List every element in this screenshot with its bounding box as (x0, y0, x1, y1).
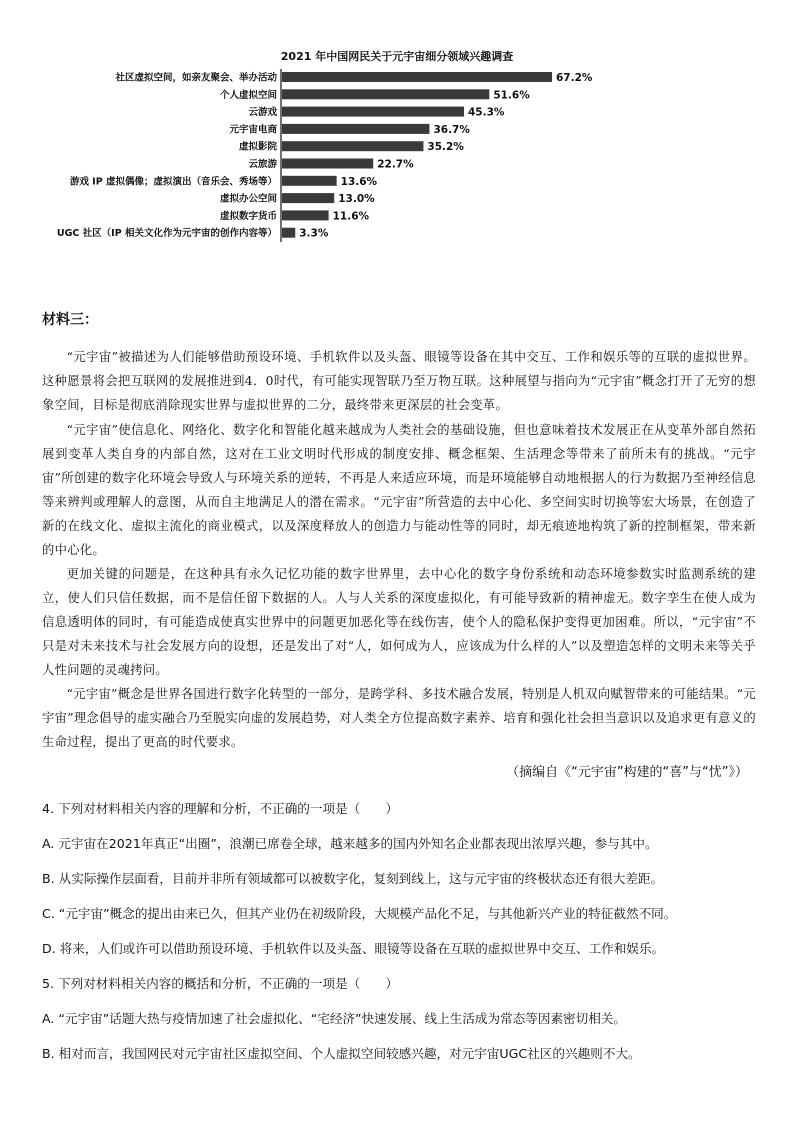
chart-bar (282, 210, 329, 220)
chart-value-label: 22.7% (377, 158, 414, 171)
chart-bar (282, 159, 373, 169)
chart-category-label: 元宇宙电商 (229, 124, 277, 136)
chart-bar (282, 124, 429, 134)
chart-value-label: 13.0% (338, 193, 375, 206)
chart-value-label: 3.3% (299, 227, 329, 240)
chart-category-label: 云旅游 (248, 159, 277, 170)
question-4-option-a: A. 元宇宙在2021年真正“出圈”，浪潮已席卷全球，越来越多的国内外知名企业都表现出浓厚兴趣，参与其中。 (42, 836, 658, 851)
chart-category-label: 社区虚拟空间，如亲友聚会、举办活动 (115, 72, 277, 84)
question-5-option-a: A. “元宇宙”话题大热与疫情加速了社会虚拟化、“宅经济”快速发展、线上生活成为常态等因素密切相关。 (42, 1011, 627, 1026)
chart-value-label: 11.6% (332, 210, 370, 223)
chart-title: 2021 年中国网民关于元宇宙细分领域兴趣调查 (280, 50, 514, 63)
paragraph-1: “元宇宙”被描述为人们能够借助预设环境、手机软件以及头盔、眼镜等设备在其中交互、工作和娱乐等的互联的虚拟世界。这种愿景将会把互联网的发展推进到4．0时代，有可能实现智联乃至万物互联。这种展望与指向为“元宇宙”概念打开了无穷的想象空间，目标是彻底消除现实世界与虚拟世界的二分，最终带来更深层的社会变革。 (42, 350, 756, 412)
chart-category-label: 游戏 IP 虚拟偶像；虚拟演出（音乐会、秀场等） (69, 176, 277, 188)
paragraph-3: 更加关键的问题是，在这种具有永久记忆功能的数字世界里，去中心化的数字身份系统和动态环境参数实时监测系统的建立，使人们只信任数据，而不是信任留下数据的人。人与人关系的深度虚拟化，有可能导致新的精神虚无。数字孪生在使人成为信息透明体的同时，有可能造成使真实世界中的问题更加恶化等在线伤害，使个人的隐私保护变得更加困难。所以，“元宇宙”不只是对未来技术与社会发展方向的设想，还是发出了对“人，如何成为人，应该成为什么样的人”以及塑造怎样的文明未来等关乎人性问题的灵魂拷问。 (42, 567, 756, 677)
chart-category-label: 云游戏 (248, 107, 277, 119)
section-title: 材料三： (42, 312, 98, 328)
chart-bar (282, 89, 489, 99)
chart-value-label: 13.6% (340, 175, 378, 188)
question-5-option-b: B. 相对而言，我国网民对元宇宙社区虚拟空间、个人虚拟空间较感兴趣，对元宇宙UGC社区的兴趣则不大。 (42, 1046, 641, 1061)
chart-value-label: 51.6% (493, 89, 530, 102)
question-5-stem: 5. 下列对材料相关内容的概括和分析，不正确的一项是（ ） (42, 976, 399, 991)
source-citation: （摘编自《“元宇宙”构建的“喜”与“忧”》） (506, 765, 748, 780)
question-4-option-b: B. 从实际操作层面看，目前并非所有领域都可以被数字化，复刻到线上，这与元宇宙的终极状态还有很大差距。 (42, 871, 664, 886)
chart-bar (282, 193, 334, 203)
chart-bar (282, 72, 552, 82)
chart-plot (0, 0, 794, 250)
chart-category-label: 虚拟影院 (238, 141, 277, 153)
interest-survey-chart (0, 0, 794, 250)
chart-category-label: UGC 社区（IP 相关文化作为元宇宙的创作内容等） (56, 228, 277, 240)
chart-value-label: 45.3% (468, 106, 505, 119)
chart-bar (282, 228, 295, 238)
chart-category-label: 个人虚拟空间 (219, 89, 277, 101)
question-4-option-c: C. “元宇宙”概念的提出由来已久，但其产业仍在初级阶段，大规模产品化不足，与其他新兴产业的特征截然不同。 (42, 906, 677, 921)
chart-bar (282, 176, 337, 186)
question-4-option-d: D. 将来，人们或许可以借助预设环境、手机软件以及头盔、眼镜等设备在互联的虚拟世界中交互、工作和娱乐。 (42, 941, 665, 956)
chart-value-label: 35.2% (427, 141, 464, 154)
chart-category-label: 虚拟数字货币 (219, 210, 277, 222)
paragraph-4: “元宇宙”概念是世界各国进行数字化转型的一部分，是跨学科、多技术融合发展，特别是人机双向赋智带来的可能结果。“元宇宙”理念倡导的虚实融合乃至脱实向虚的发展趋势，对人类全方位提高数字素养、培育和强化社会担当意识以及追求更有意义的生命过程，提出了更高的时代要求。 (42, 687, 756, 749)
chart-value-label: 67.2% (556, 72, 593, 84)
chart-value-label: 36.7% (433, 123, 470, 136)
question-4-stem: 4. 下列对材料相关内容的理解和分析，不正确的一项是（ ） (42, 801, 399, 816)
chart-bar (282, 107, 464, 117)
paragraph-2: “元宇宙”使信息化、网络化、数字化和智能化越来越成为人类社会的基础设施，但也意味着技术发展正在从变革外部自然拓展到变革人类自身的内部自然，这对在工业文明时代形成的制度安排、概念框架、生活理念等带来了前所未有的挑战。“元宇宙”所创建的数字化环境会导致人与环境关系的逆转，不再是人来适应环境，而是环境能够自动地根据人的行为数据乃至神经信息等来辨判或理解人的意图，从而自主地满足人的潜在需求。“元宇宙”所营造的去中心化、多空间实时切换等宏大场景，在创造了新的在线文化、虚拟主流化的商业模式，以及深度释放人的创造力与能动性等的同时，却无痕迹地构筑了新的控制框架，带来新的中心化。 (42, 423, 756, 557)
chart-category-label: 虚拟办公空间 (219, 193, 277, 205)
chart-bar (282, 141, 423, 151)
